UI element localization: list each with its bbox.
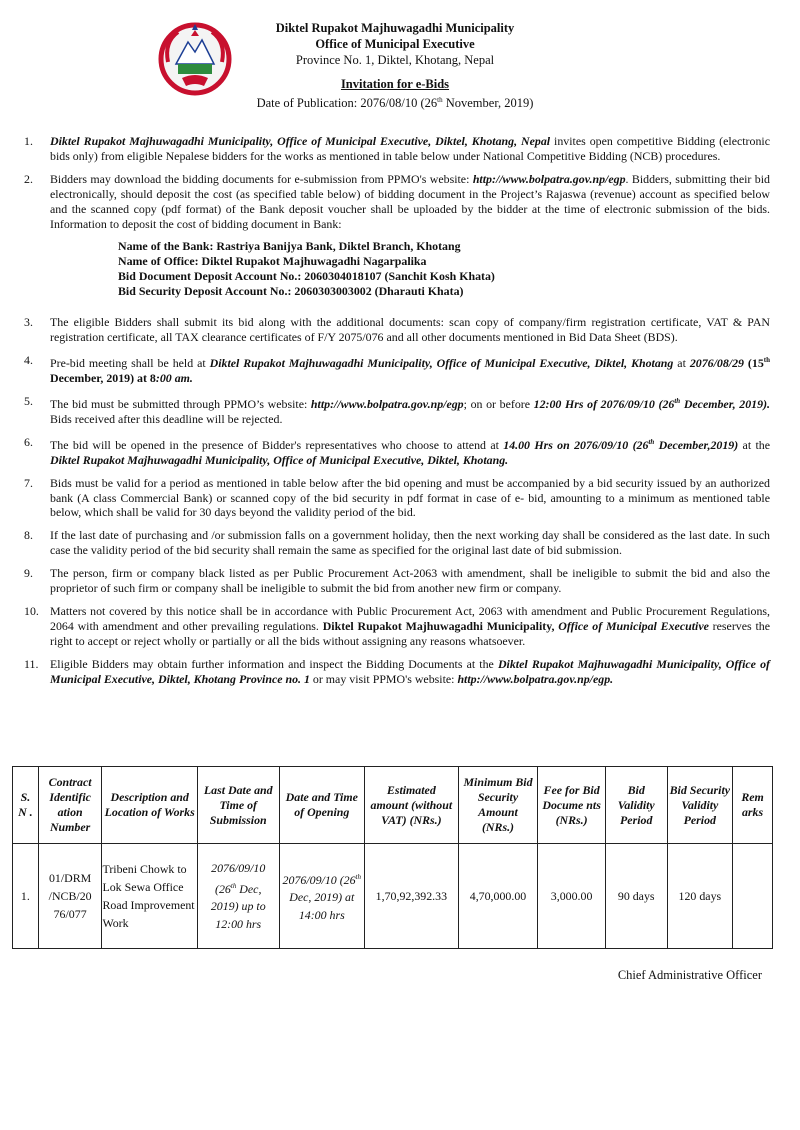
cell-security: 4,70,000.00 — [458, 844, 538, 949]
nepal-emblem-icon — [158, 22, 232, 96]
table-header: Estimated amount (without VAT) (NRs.) — [365, 767, 459, 844]
clause-11: 11. Eligible Bidders may obtain further information and inspect the Bidding Documents at the Diktel Rupakot Majhuwagadhi Municipality, Office of Municipal Executive, Diktel, Khotang Province no. 1 or may visit PPMO's website: http://www.bolpatra.gov.np/egp. — [24, 656, 770, 686]
table-header: Rem arks — [733, 767, 773, 844]
notice-title: Invitation for e-Bids — [340, 77, 450, 91]
cell-contract: 01/DRM /NCB/20 76/077 — [38, 844, 102, 949]
office-address: Province No. 1, Diktel, Khotang, Nepal — [295, 53, 495, 67]
bid-security-account: Bid Security Deposit Account No.: 2060303003002 (Dharauti Khata) — [118, 284, 464, 299]
clause-1: 1. Diktel Rupakot Majhuwagadhi Municipality, Office of Municipal Executive, Diktel, Khotang, Nepal invites open competitive Bidding (electronic bids only) from eligible Nepalese bidders for the works as mentioned in table below under National Competitive Bidding (NCB) procedures. — [24, 134, 770, 163]
letterhead — [230, 20, 560, 111]
municipality-name: Diktel Rupakot Majhuwagadhi Municipality — [275, 21, 515, 35]
table-header: Bid Security Validity Period — [667, 767, 733, 844]
publication-date: Date of Publication: 2076/08/10 (26th November, 2019) — [256, 96, 534, 111]
ppmo-link[interactable]: http://www.bolpatra.gov.np/egp — [310, 397, 464, 411]
table-row — [13, 844, 773, 949]
cell-submission: 2076/09/10 (26th Dec, 2019) up to 12:00 hrs — [197, 844, 279, 949]
cell-security-validity: 120 days — [667, 844, 733, 949]
cell-fee: 3,000.00 — [538, 844, 606, 949]
table-header: Fee for Bid Docume nts (NRs.) — [538, 767, 606, 844]
table-header: Minimum Bid Security Amount (NRs.) — [458, 767, 538, 844]
cell-description: Tribeni Chowk to Lok Sewa Office Road Improvement Work — [102, 844, 197, 949]
cell-remarks — [733, 844, 773, 949]
table-header: S. N . — [13, 767, 39, 844]
ppmo-link[interactable]: http://www.bolpatra.gov.np/egp. — [457, 671, 614, 686]
table-header-row — [13, 767, 773, 844]
clause-8: 8. If the last date of purchasing and /or submission falls on a government holiday, then the next working day shall be considered as the last date. In such case the validity period of the bid security shall remain the same as specified for the original last date of bid submission. — [24, 528, 770, 558]
cell-validity: 90 days — [605, 844, 667, 949]
clause-7: 7. Bids must be valid for a period as mentioned in table below after the bid opening and must be accompanied by a bid security issued by an authorized bank (A class Commercial Bank) or scanned copy of the bid security in pdf format in case of e- bid, amounting to a minimum as mentioned table below, which shall be valid for 30 days beyond the validity period of the bid. — [24, 475, 770, 520]
clause-9: 9. The person, firm or company black listed as per Public Procurement Act-2063 with amendment, shall be ineligible to submit the bid and also the proprietor of such firm or company shall be ineligible to submit the bid from another new firm or company. — [24, 566, 770, 596]
signatory: Chief Administrative Officer — [617, 968, 762, 982]
office-name: Office of Municipal Executive — [315, 37, 475, 51]
table-header: Last Date and Time of Submission — [197, 767, 279, 844]
notice-body — [24, 134, 770, 694]
clause-6: 6. The bid will be opened in the presence of Bidder's representatives who choose to attend at 14.00 Hrs on 2076/09/10 (26th December,2019) at the Diktel Rupakot Majhuwagadhi Municipality, Office of Municipal Executive, Diktel, Khotang. — [24, 434, 771, 467]
table-header: Date and Time of Opening — [279, 767, 364, 844]
clause-5: 5. The bid must be submitted through PPMO’s website: http://www.bolpatra.gov.np/egp; on or before 12:00 Hrs of 2076/09/10 (26th December, 2019). Bids received after this deadline will be rejected. — [24, 394, 770, 426]
clause-2: 2. Bidders may download the bidding documents for e-submission from PPMO's website: http://www.bolpatra.gov.np/egp. Bidders, submitting their bid electronically, should deposit the cost (as specified table below) of bidding document in the Project’s Rajaswa (revenue) account as specified below and the scanned copy (pdf format) of the Bank deposit voucher shall be uploaded by the bidder at the time of electronic submission of the bids. Information to deposit the cost of bidding document in Bank: Name of the Bank: Rastriya Banijya Bank, Diktel Branch, Khotang Name of Office: Diktel Rupakot Majhuwagadhi Nagarpalika Bid Document Deposit Account No.: 2060304018107 (Sanchit Kosh Khata) Bid Security Deposit Account No.: 2060303003002 (Dharauti Khata) — [24, 171, 770, 299]
clause-4: 4. Pre-bid meeting shall be held at Diktel Rupakot Majhuwagadhi Municipality, Office of Municipal Executive, Diktel, Khotang at 2076/08/29 (15th December, 2019) at 8:00 am. — [24, 353, 770, 386]
clause-3: 3. The eligible Bidders shall submit its bid along with the additional documents: scan copy of company/firm registration certificate, VAT & PAN registration certificate, all TAX clearance certificates of F/Y 2075/076 and all other documents mentioned in Bid Data Sheet (BDS). — [24, 315, 770, 345]
table-header: Contract Identific ation Number — [38, 767, 102, 844]
cell-amount: 1,70,92,392.33 — [365, 844, 459, 949]
bid-document-account: Bid Document Deposit Account No.: 2060304018107 (Sanchit Kosh Khata) — [118, 269, 495, 284]
table-header: Bid Validity Period — [605, 767, 667, 844]
table-header: Description and Location of Works — [102, 767, 197, 844]
ppmo-link[interactable]: http://www.bolpatra.gov.np/egp — [472, 171, 626, 186]
cell-opening: 2076/09/10 (26th Dec, 2019) at 14:00 hrs — [279, 844, 364, 949]
office-account-name: Name of Office: Diktel Rupakot Majhuwagadhi Nagarpalika — [118, 254, 427, 269]
bank-name: Name of the Bank: Rastriya Banijya Bank, Diktel Branch, Khotang — [118, 239, 461, 254]
cell-sn: 1. — [13, 844, 39, 949]
bank-details — [118, 239, 770, 299]
clause-10: 10. Matters not covered by this notice shall be in accordance with Public Procurement Act, 2063 with amendment and Public Procurement Regulations, 2064 with amendment and other prevailing regulations. Diktel Rupakot Majhuwagadhi Municipality, Office of Municipal Executive reserves the right to accept or reject wholly or partially or all the bids without assigning any reasons whatsoever. — [24, 603, 770, 648]
bid-table — [12, 766, 773, 949]
